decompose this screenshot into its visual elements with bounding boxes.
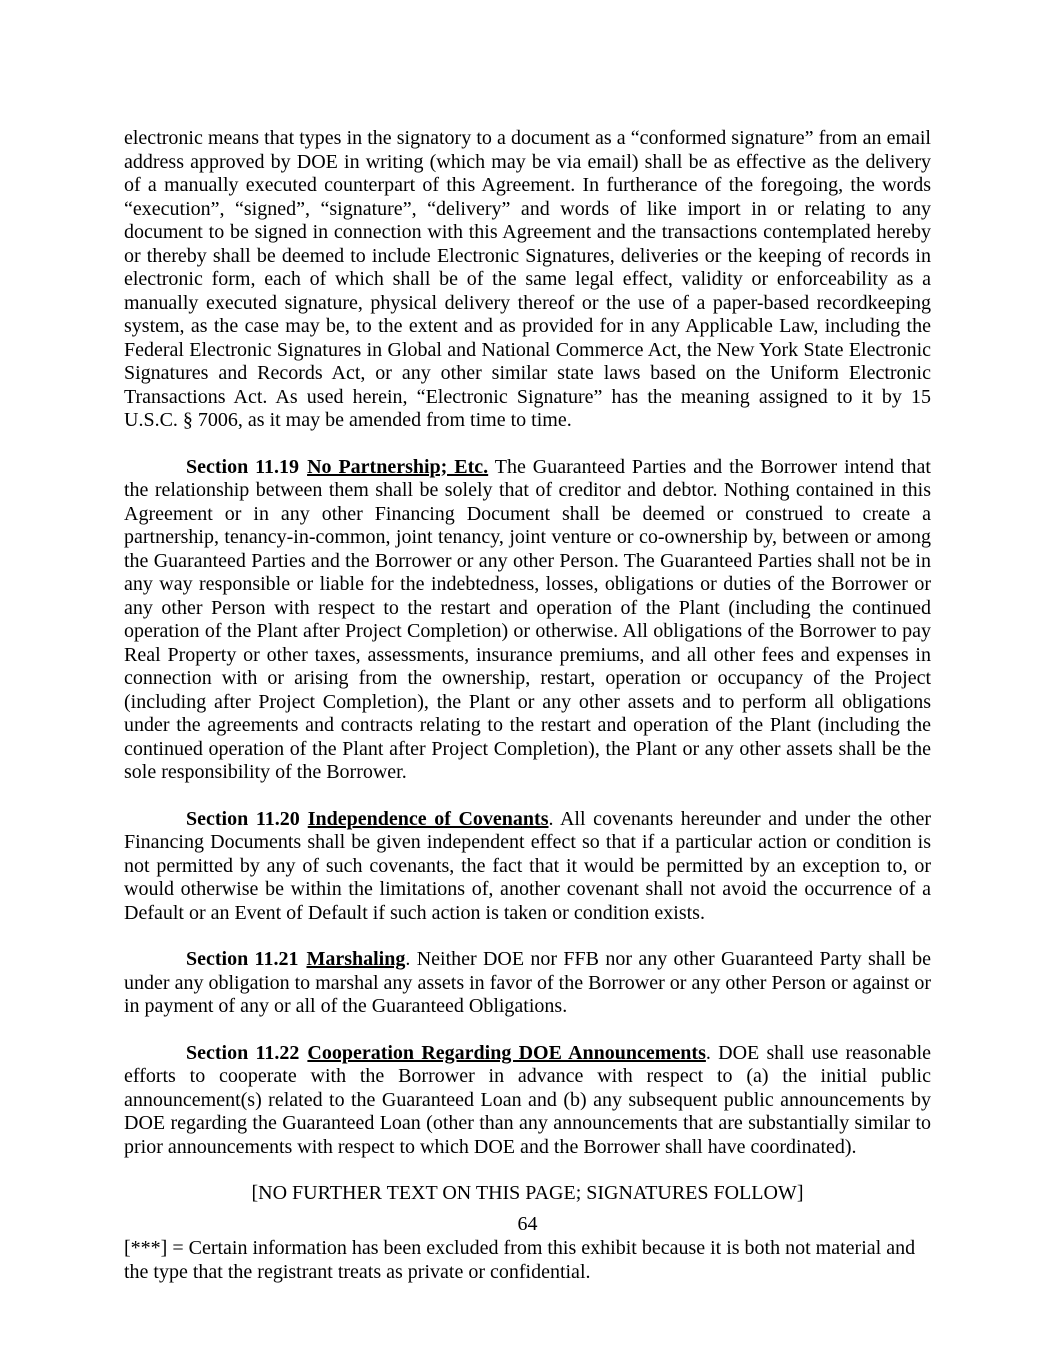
section-11-19	[124, 456, 931, 785]
page-number: 64	[517, 1212, 538, 1235]
section-11-19-heading: No Partnership; Etc.	[307, 455, 489, 478]
section-11-22-heading: Cooperation Regarding DOE Announcements	[307, 1041, 706, 1064]
section-11-21	[124, 948, 931, 1019]
no-further-text-notice: [NO FURTHER TEXT ON THIS PAGE; SIGNATURES FOLLOW]	[251, 1182, 804, 1204]
section-11-20-body: . All covenants hereunder and under the other Financing Documents shall be given independent effect so that if a particular action or condition is not permitted by any of such covenants, the fact that it would be permitted by an exception to, or would otherwise be within the limitations of, another covenant shall not avoid the occurrence of a Default or an Event of Default if such action is taken or condition exists.	[124, 807, 931, 924]
section-11-22-label: Section 11.22	[186, 1041, 300, 1064]
section-11-20	[124, 808, 931, 926]
section-11-20-label: Section 11.20	[186, 807, 300, 830]
continuation-paragraph: electronic means that types in the signatory to a document as a “conformed signature” from an email address approved by DOE in writing (which may be via email) shall be as effective as the delivery of a manually executed counterpart of this Agreement. In furtherance of the foregoing, the words “execution”, “signed”, “signature”, “delivery” and words of like import in or relating to any document to be signed in connection with this Agreement and the transactions contemplated hereby or thereby shall be deemed to include Electronic Signatures, deliveries or the keeping of records in electronic form, each of which shall be of the same legal effect, validity or enforceability as a manually executed signature, physical delivery thereof or the use of a paper-based recordkeeping system, as the case may be, to the extent and as provided for in any Applicable Law, including the Federal Electronic Signatures in Global and National Commerce Act, the New York State Electronic Signatures and Records Act, or any other similar state laws based on the Uniform Electronic Transactions Act. As used herein, “Electronic Signature” has the meaning assigned to it by 15 U.S.C. § 7006, as it may be amended from time to time.	[124, 127, 931, 431]
confidentiality-legend: [***] = Certain information has been excluded from this exhibit because it is both not material and the type that the registrant treats as private or confidential.	[124, 1237, 916, 1283]
section-11-21-body: . Neither DOE nor FFB nor any other Guaranteed Party shall be under any obligation to marshal any assets in favor of the Borrower or any other Person or against or in payment of any or all of the Guaranteed Obligations.	[124, 948, 931, 1017]
section-11-19-label: Section 11.19	[186, 455, 300, 478]
section-11-20-heading: Independence of Covenants	[307, 807, 549, 830]
section-11-22-body: . DOE shall use reasonable efforts to cooperate with the Borrower in advance with respect to (a) the initial public announcement(s) related to the Guaranteed Loan and (b) any subsequent public announcements by DOE regarding the Guaranteed Loan (other than any announcements that are substantially similar to prior announcements with respect to which DOE and the Borrower shall have coordinated).	[124, 1041, 931, 1158]
section-11-21-heading: Marshaling	[306, 948, 406, 970]
section-11-22	[124, 1042, 931, 1160]
section-11-19-body: The Guaranteed Parties and the Borrower intend that the relationship between them shall be solely that of creditor and debtor. Nothing contained in this Agreement or in any other Financing Document shall be deemed or construed to create a partnership, tenancy-in-common, joint tenancy, joint venture or co-ownership by, between or among the Guaranteed Parties and the Borrower or any other Person. The Guaranteed Parties shall not be in any way responsible or liable for the indebtedness, losses, obligations or duties of the Borrower or any other Person with respect to the restart and operation of the Plant (including the continued operation of the Plant after Project Completion) or otherwise. All obligations of the Borrower to pay Real Property or other taxes, assessments, insurance premiums, and all other fees and expenses in connection with or arising from the ownership, restart, operation or occupancy of the Project (including after Project Completion), the Plant or any other assets and to perform all obligations under the agreements and contracts relating to the restart and operation of the Plant (including the continued operation of the Plant after Project Completion), the Plant or any other assets shall be the sole responsibility of the Borrower.	[124, 455, 931, 783]
section-11-21-label: Section 11.21	[186, 948, 299, 970]
